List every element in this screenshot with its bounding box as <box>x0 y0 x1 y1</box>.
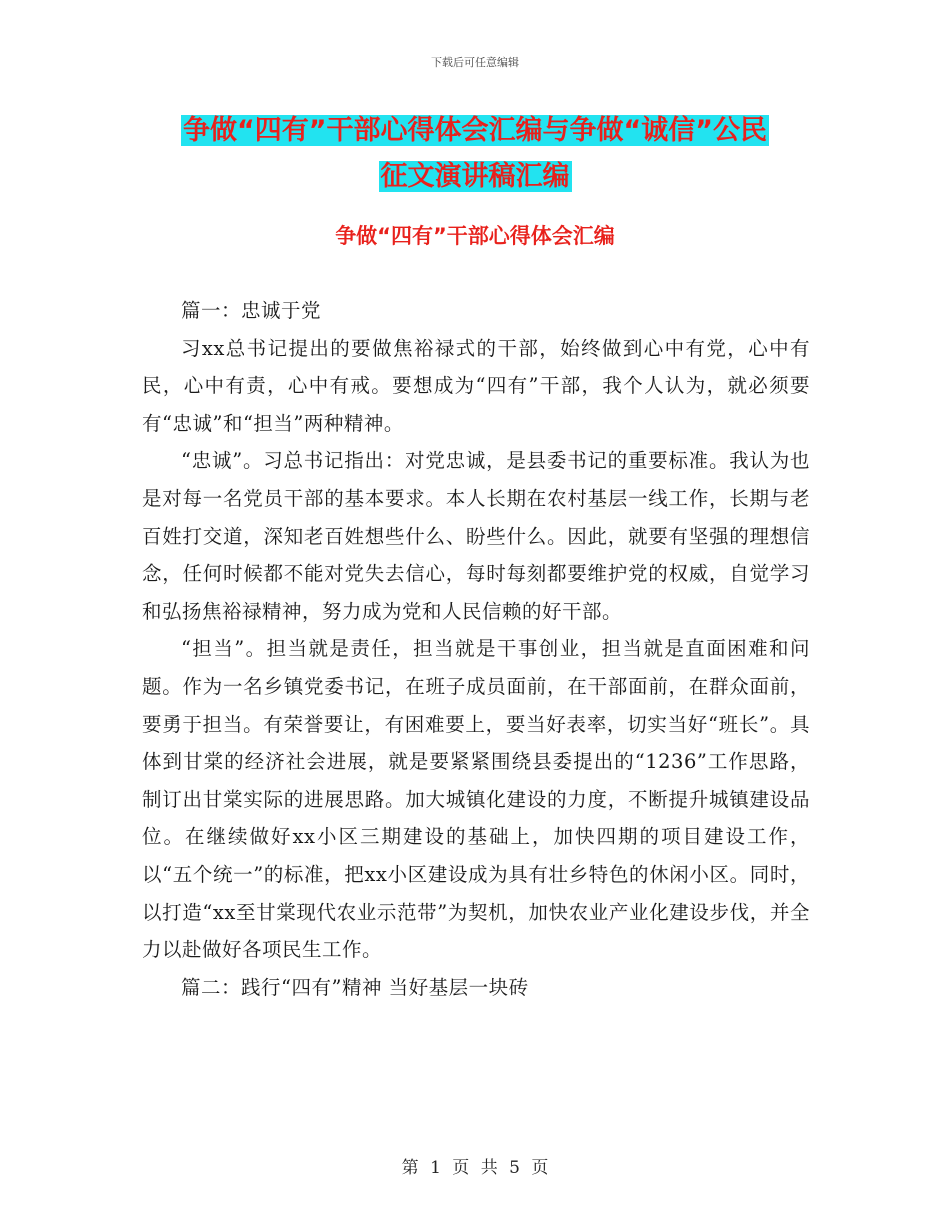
body-paragraph: “担当”。担当就是责任，担当就是干事创业，担当就是直面困难和问题。作为一名乡镇党委书记，在班子成员面前，在干部面前，在群众面前，要勇于担当。有荣誉要让，有困难要上，要当好表率，切实当好“班长”。具体到甘棠的经济社会进展，就是要紧紧围绕县委提出的“1236”工作思路，制订出甘棠实际的进展思路。加大城镇化建设的力度，不断提升城镇建设品位。在继续做好xx小区三期建设的基础上，加快四期的项目建设工作，以“五个统一”的标准，把xx小区建设成为具有壮乡特色的休闲小区。同时，以打造“xx至甘棠现代农业示范带”为契机，加快农业产业化建设步伐，并全力以赴做好各项民生工作。 <box>142 637 810 962</box>
section-title: 争做“四有”干部心得体会汇编 <box>335 224 615 248</box>
body-paragraph: 习xx总书记提出的要做焦裕禄式的干部，始终做到心中有党，心中有民，心中有责，心中有戒。要想成为“四有”干部，我个人认为，就必须要有“忠诚”和“担当”两种精神。 <box>142 336 810 435</box>
document-title-line-1: 争做“四有”干部心得体会汇编与争做“诚信”公民 <box>183 115 767 146</box>
page-header-note: 下载后可任意编辑 <box>431 56 519 69</box>
chapter-heading-1: 篇一：忠诚于党 <box>181 299 322 322</box>
document-body <box>142 292 810 1006</box>
document-title-line-2: 征文演讲稿汇编 <box>380 161 570 192</box>
chapter-heading-2: 篇二：践行“四有”精神 当好基层一块砖 <box>181 975 529 999</box>
document-title <box>0 108 950 200</box>
body-paragraph: “忠诚”。习总书记指出：对党忠诚，是县委书记的重要标准。我认为也是对每一名党员干部的基本要求。本人长期在农村基层一线工作，长期与老百姓打交道，深知老百姓想些什么、盼些什么。因此，就要有坚强的理想信念，任何时候都不能对党失去信心，每时每刻都要维护党的权威，自觉学习和弘扬焦裕禄精神，努力成为党和人民信赖的好干部。 <box>142 449 810 623</box>
page-footer: 第 1 页 共 5 页 <box>401 1158 549 1178</box>
